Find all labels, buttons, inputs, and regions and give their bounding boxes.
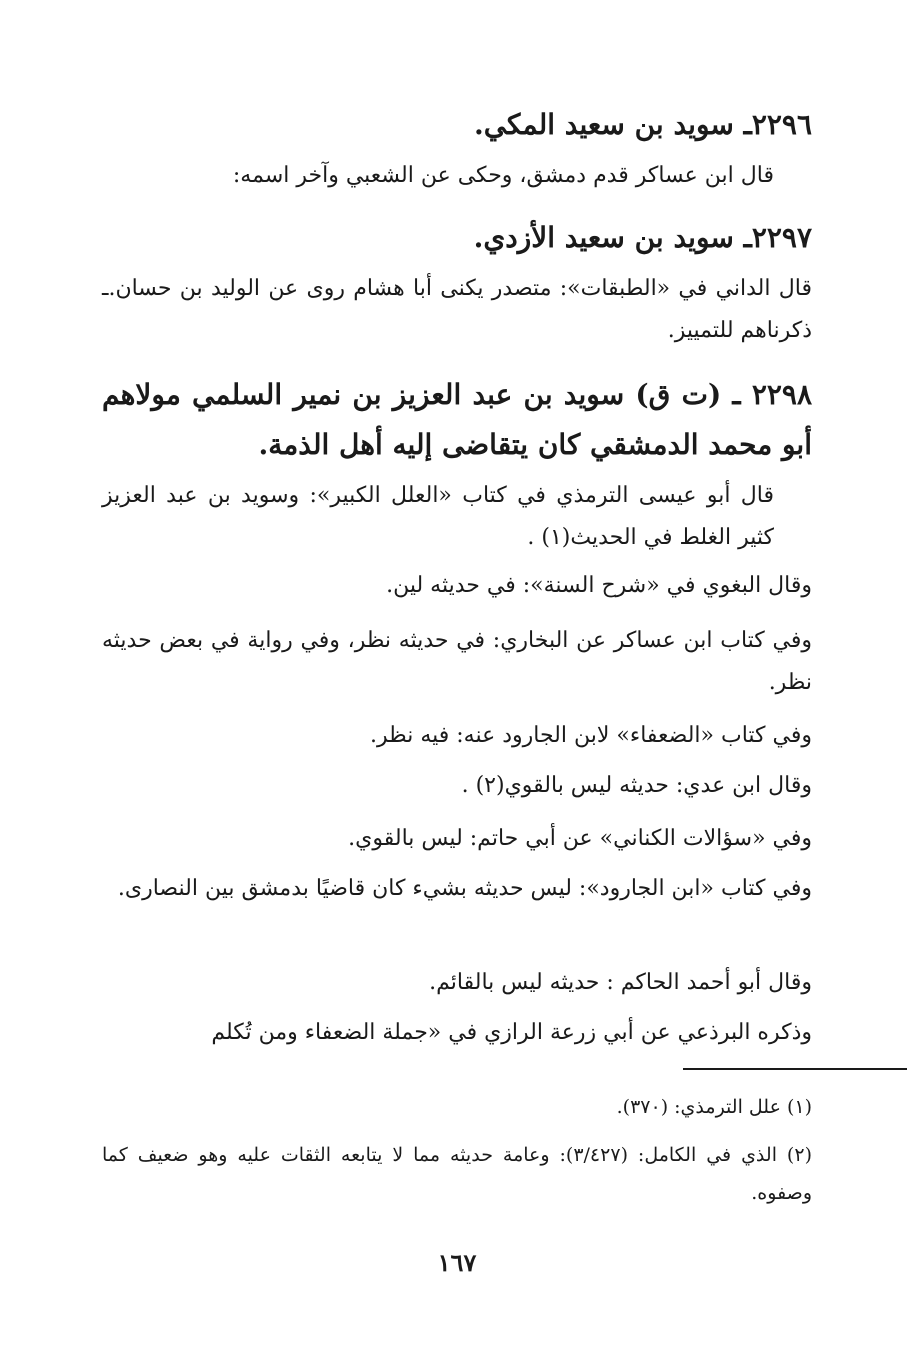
entry-2297-paragraph: قال الداني في «الطبقات»: متصدر يكنى أبا هشام روى عن الوليد بن حسان.ـ ذكرناهم للتمييز. <box>102 276 812 343</box>
footnote-separator <box>683 1068 907 1070</box>
entry-heading-2298: ٢٢٩٨ ـ (ت ق) سويد بن عبد العزيز بن نمير السلمي مولاهم أبو محمد الدمشقي كان يتقاضى إليه أهل الذمة. <box>102 378 812 461</box>
entry-2298-paragraph-1: قال أبو عيسى الترمذي في كتاب «العلل الكبير»: وسويد بن عبد العزيز كثير الغلط في الحديث(١) . <box>102 483 774 550</box>
entry-2298-paragraph-2: وقال البغوي في «شرح السنة»: في حديثه لين. <box>386 573 812 598</box>
entry-2296-paragraph: قال ابن عساكر قدم دمشق، وحكى عن الشعبي وآخر اسمه: <box>232 163 774 188</box>
footnote-1: (١) علل الترمذي: (٣٧٠). <box>616 1096 812 1118</box>
entry-2298-paragraph-5: وقال ابن عدي: حديثه ليس بالقوي(٢) . <box>461 773 812 798</box>
footnote-2: (٢) الذي في الكامل: (٣/٤٢٧): وعامة حديثه مما لا يتابعه الثقات عليه وهو ضعيف كما وصفوه. <box>102 1144 812 1204</box>
entry-heading-2297: ٢٢٩٧ـ سويد بن سعيد الأزدي. <box>473 221 812 254</box>
entry-2298-paragraph-7: وفي كتاب «ابن الجارود»: ليس حديثه بشيء كان قاضيًا بدمشق بين النصارى. <box>117 876 812 901</box>
entry-2298-paragraph-4: وفي كتاب «الضعفاء» لابن الجارود عنه: فيه نظر. <box>370 723 812 748</box>
page-number: ١٦٧ <box>437 1248 477 1277</box>
entry-heading-2296: ٢٢٩٦ـ سويد بن سعيد المكي. <box>473 108 812 141</box>
entry-2298-paragraph-6: وفي «سؤالات الكناني» عن أبي حاتم: ليس بالقوي. <box>348 826 812 851</box>
entry-2298-paragraph-9: وذكره البرذعي عن أبي زرعة الرازي في «جملة الضعفاء ومن تُكلم <box>211 1020 812 1045</box>
entry-2298-paragraph-8: وقال أبو أحمد الحاكم : حديثه ليس بالقائم. <box>429 970 812 995</box>
entry-2298-paragraph-3: وفي كتاب ابن عساكر عن البخاري: في حديثه نظر، وفي رواية في بعض حديثه نظر. <box>102 628 812 695</box>
